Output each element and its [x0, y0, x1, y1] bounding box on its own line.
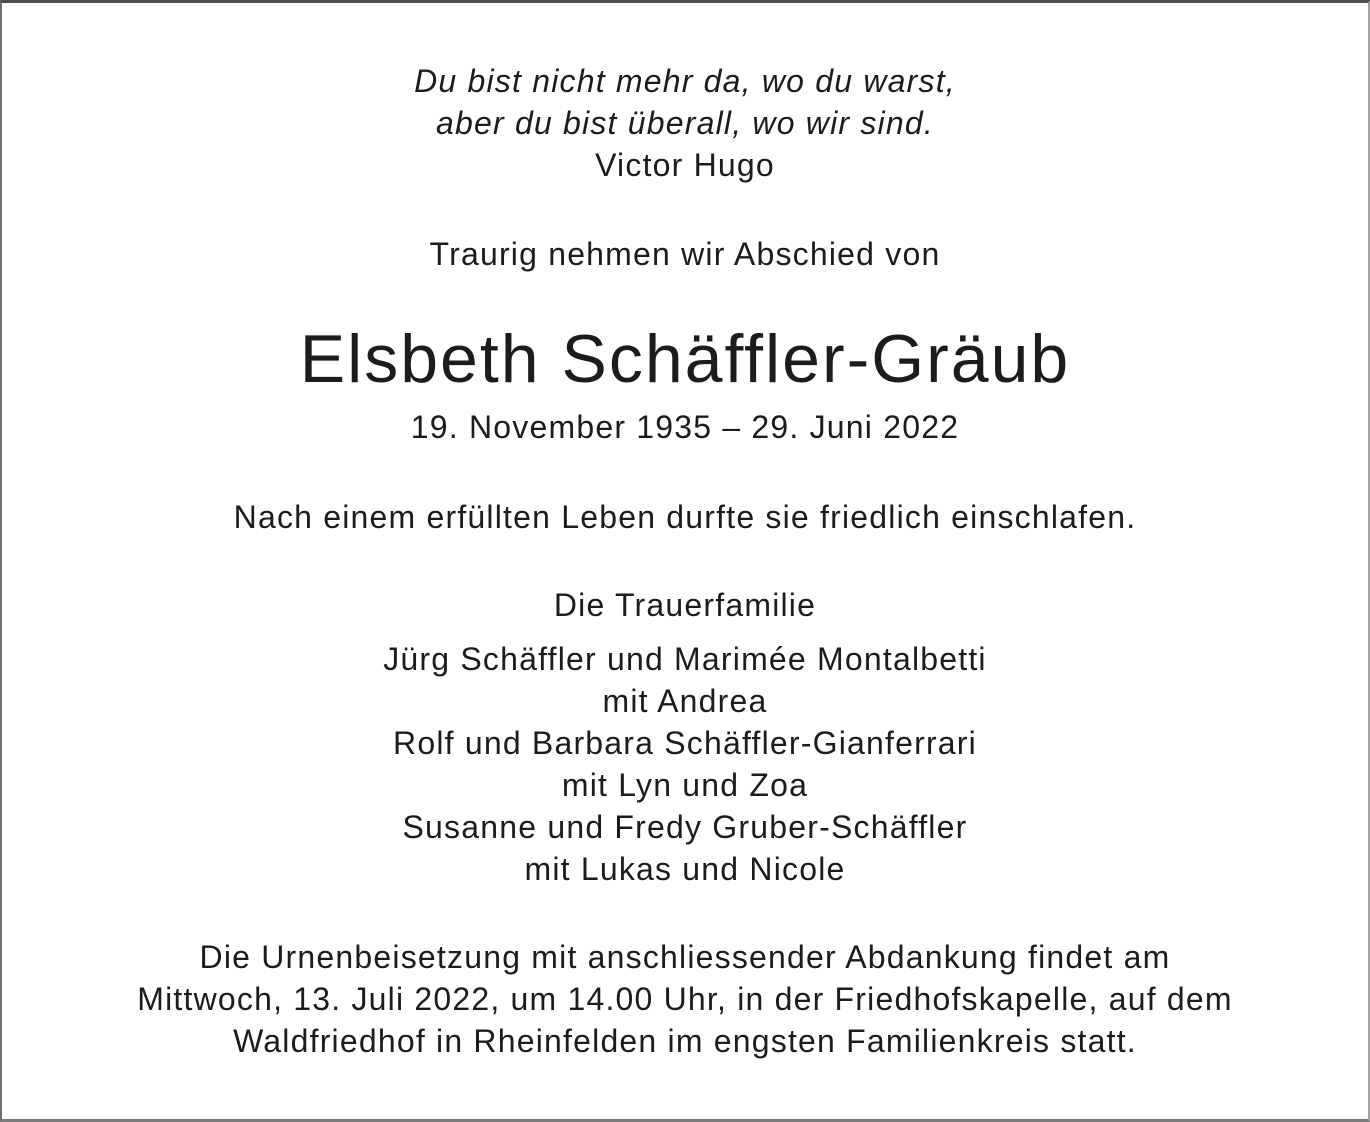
quote-attribution: Victor Hugo — [595, 147, 775, 183]
family-member: mit Lukas und Nicole — [524, 851, 846, 887]
funeral-line-3: Waldfriedhof in Rheinfelden im engsten Familienkreis statt. — [233, 1023, 1137, 1059]
family-member: Rolf und Barbara Schäffler-Gianferrari — [393, 725, 977, 761]
family-heading: Die Trauerfamilie — [553, 587, 817, 623]
funeral-line-1: Die Urnenbeisetzung mit anschliessender Abdankung findet am — [199, 939, 1171, 975]
family-member: Jürg Schäffler und Marimée Montalbetti — [383, 641, 987, 677]
quote-block — [2, 60, 1368, 186]
intro-line: Traurig nehmen wir Abschied von — [429, 236, 941, 272]
life-dates: 19. November 1935 – 29. Juni 2022 — [410, 409, 960, 445]
quote-line-1: Du bist nicht mehr da, wo du warst, — [414, 63, 956, 99]
family-list — [2, 638, 1368, 890]
message-line: Nach einem erfüllten Leben durfte sie friedlich einschlafen. — [233, 499, 1137, 535]
family-member: Susanne und Fredy Gruber-Schäffler — [402, 809, 968, 845]
family-member: mit Lyn und Zoa — [561, 767, 809, 803]
funeral-details — [2, 936, 1368, 1062]
quote-line-2: aber du bist überall, wo wir sind. — [436, 105, 934, 141]
family-member: mit Andrea — [602, 683, 768, 719]
deceased-name: Elsbeth Schäffler-Gräub — [299, 321, 1071, 397]
funeral-line-2: Mittwoch, 13. Juli 2022, um 14.00 Uhr, in der Friedhofskapelle, auf dem — [137, 981, 1233, 1017]
